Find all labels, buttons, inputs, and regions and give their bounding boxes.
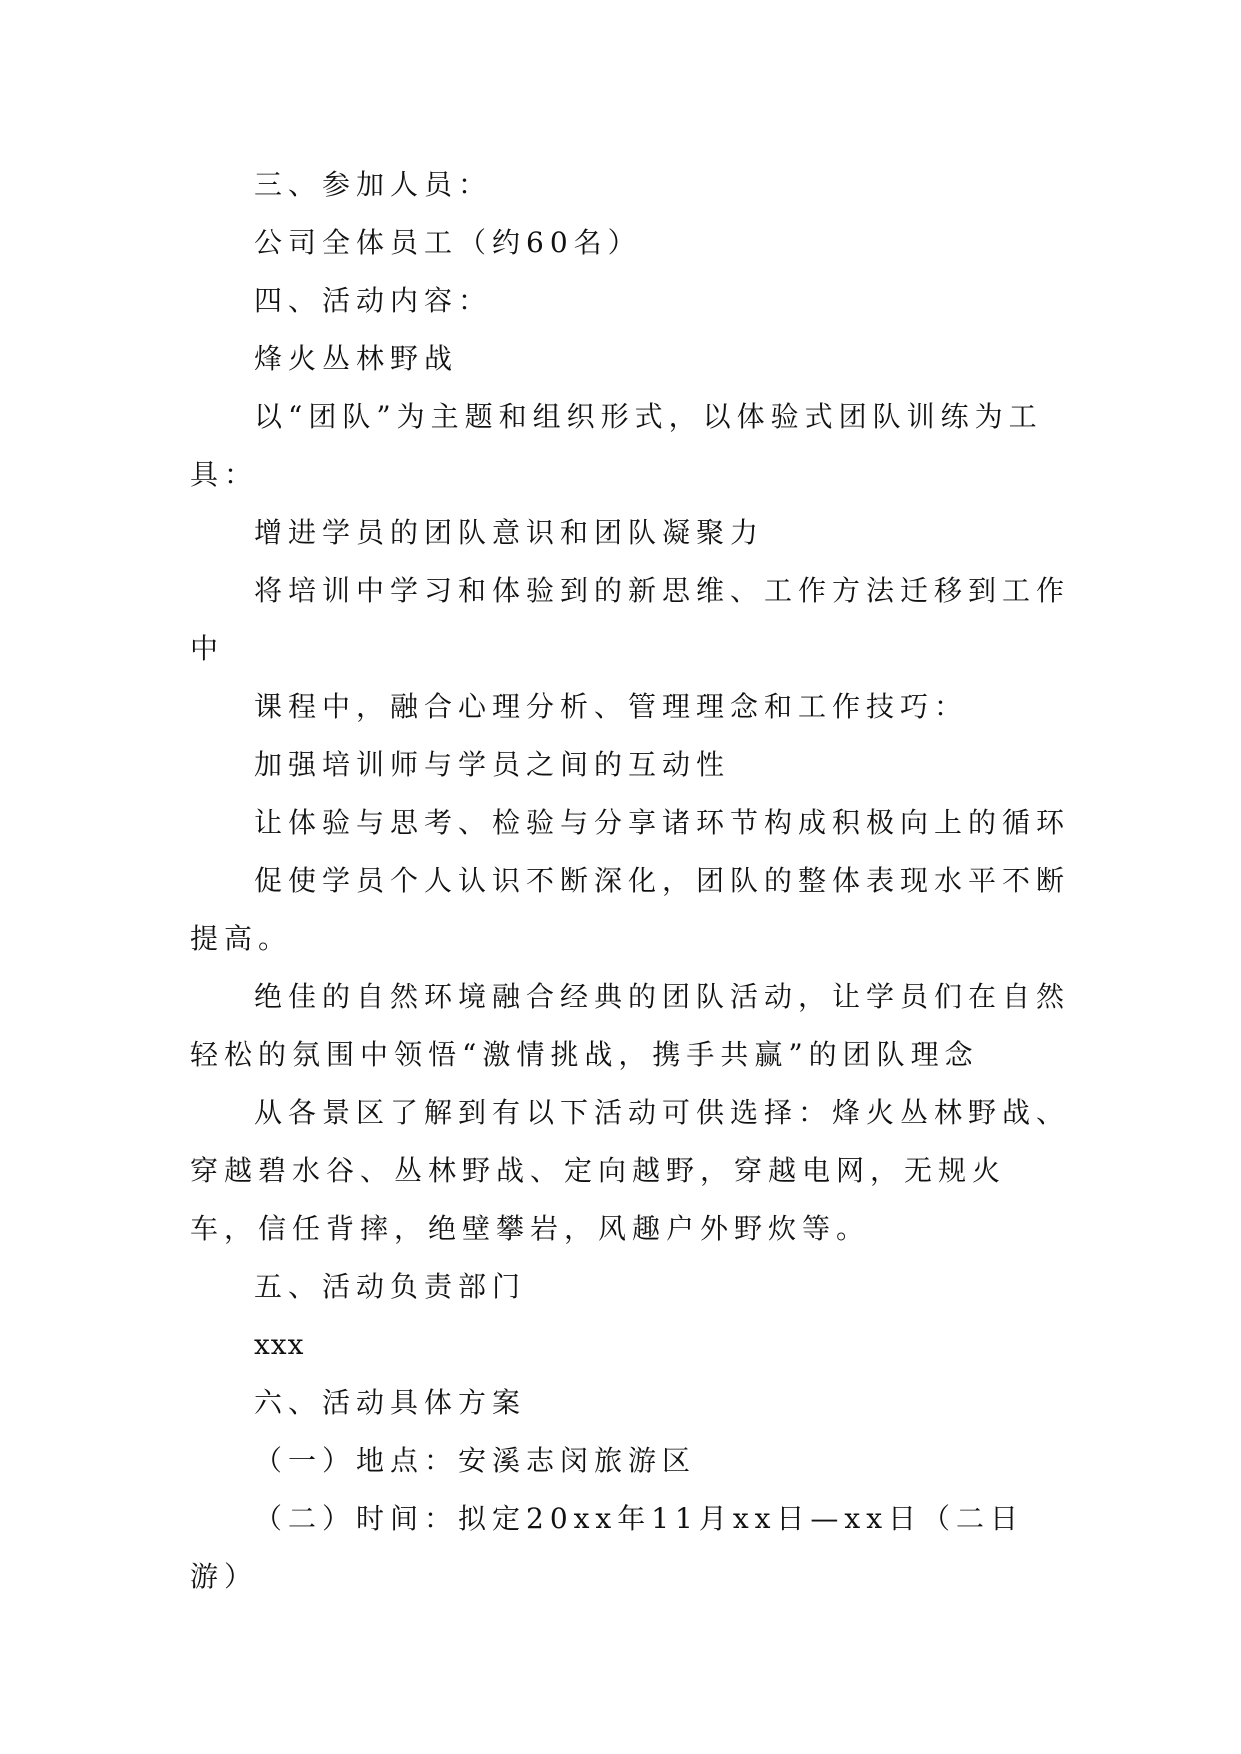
heading-activity-content: 四、活动内容： (254, 284, 493, 317)
paragraph-course-integration: 课程中，融合心理分析、管理理念和工作技巧： (254, 690, 969, 723)
paragraph-team-awareness: 增进学员的团队意识和团队凝聚力 (254, 516, 765, 549)
paragraph-time: （二）时间：拟定20xx年11月xx日—xx日（二日游） (190, 1502, 1025, 1593)
paragraph-transfer-methods: 将培训中学习和体验到的新思维、工作方法迁移到工作中 (190, 574, 1071, 665)
paragraph-cycle: 让体验与思考、检验与分享诸环节构成积极向上的循环 (254, 806, 1071, 839)
document-body (190, 156, 1070, 1606)
paragraph-participants: 公司全体员工（约60名） (254, 226, 642, 259)
heading-responsible-department: 五、活动负责部门 (254, 1270, 527, 1303)
paragraph-deepening: 促使学员个人认识不断深化，团队的整体表现水平不断提高。 (190, 864, 1071, 955)
paragraph-interaction: 加强培训师与学员之间的互动性 (254, 748, 731, 781)
paragraph-department-name: xxx (254, 1328, 305, 1361)
heading-participants: 三、参加人员： (254, 168, 493, 201)
paragraph-location: （一）地点：安溪志闵旅游区 (254, 1444, 697, 1477)
paragraph-environment: 绝佳的自然环境融合经典的团队活动，让学员们在自然轻松的氛围中领悟“激情挑战，携手共赢”的团队理念 (190, 980, 1071, 1071)
paragraph-activity-options: 从各景区了解到有以下活动可供选择：烽火丛林野战、穿越碧水谷、丛林野战、定向越野，穿越电网，无规火车，信任背摔，绝壁攀岩，风趣户外野炊等。 (190, 1096, 1071, 1245)
paragraph-activity-name: 烽火丛林野战 (254, 342, 459, 375)
paragraph-team-theme: 以“团队”为主题和组织形式，以体验式团队训练为工具： (190, 400, 1043, 491)
heading-activity-plan: 六、活动具体方案 (254, 1386, 527, 1419)
